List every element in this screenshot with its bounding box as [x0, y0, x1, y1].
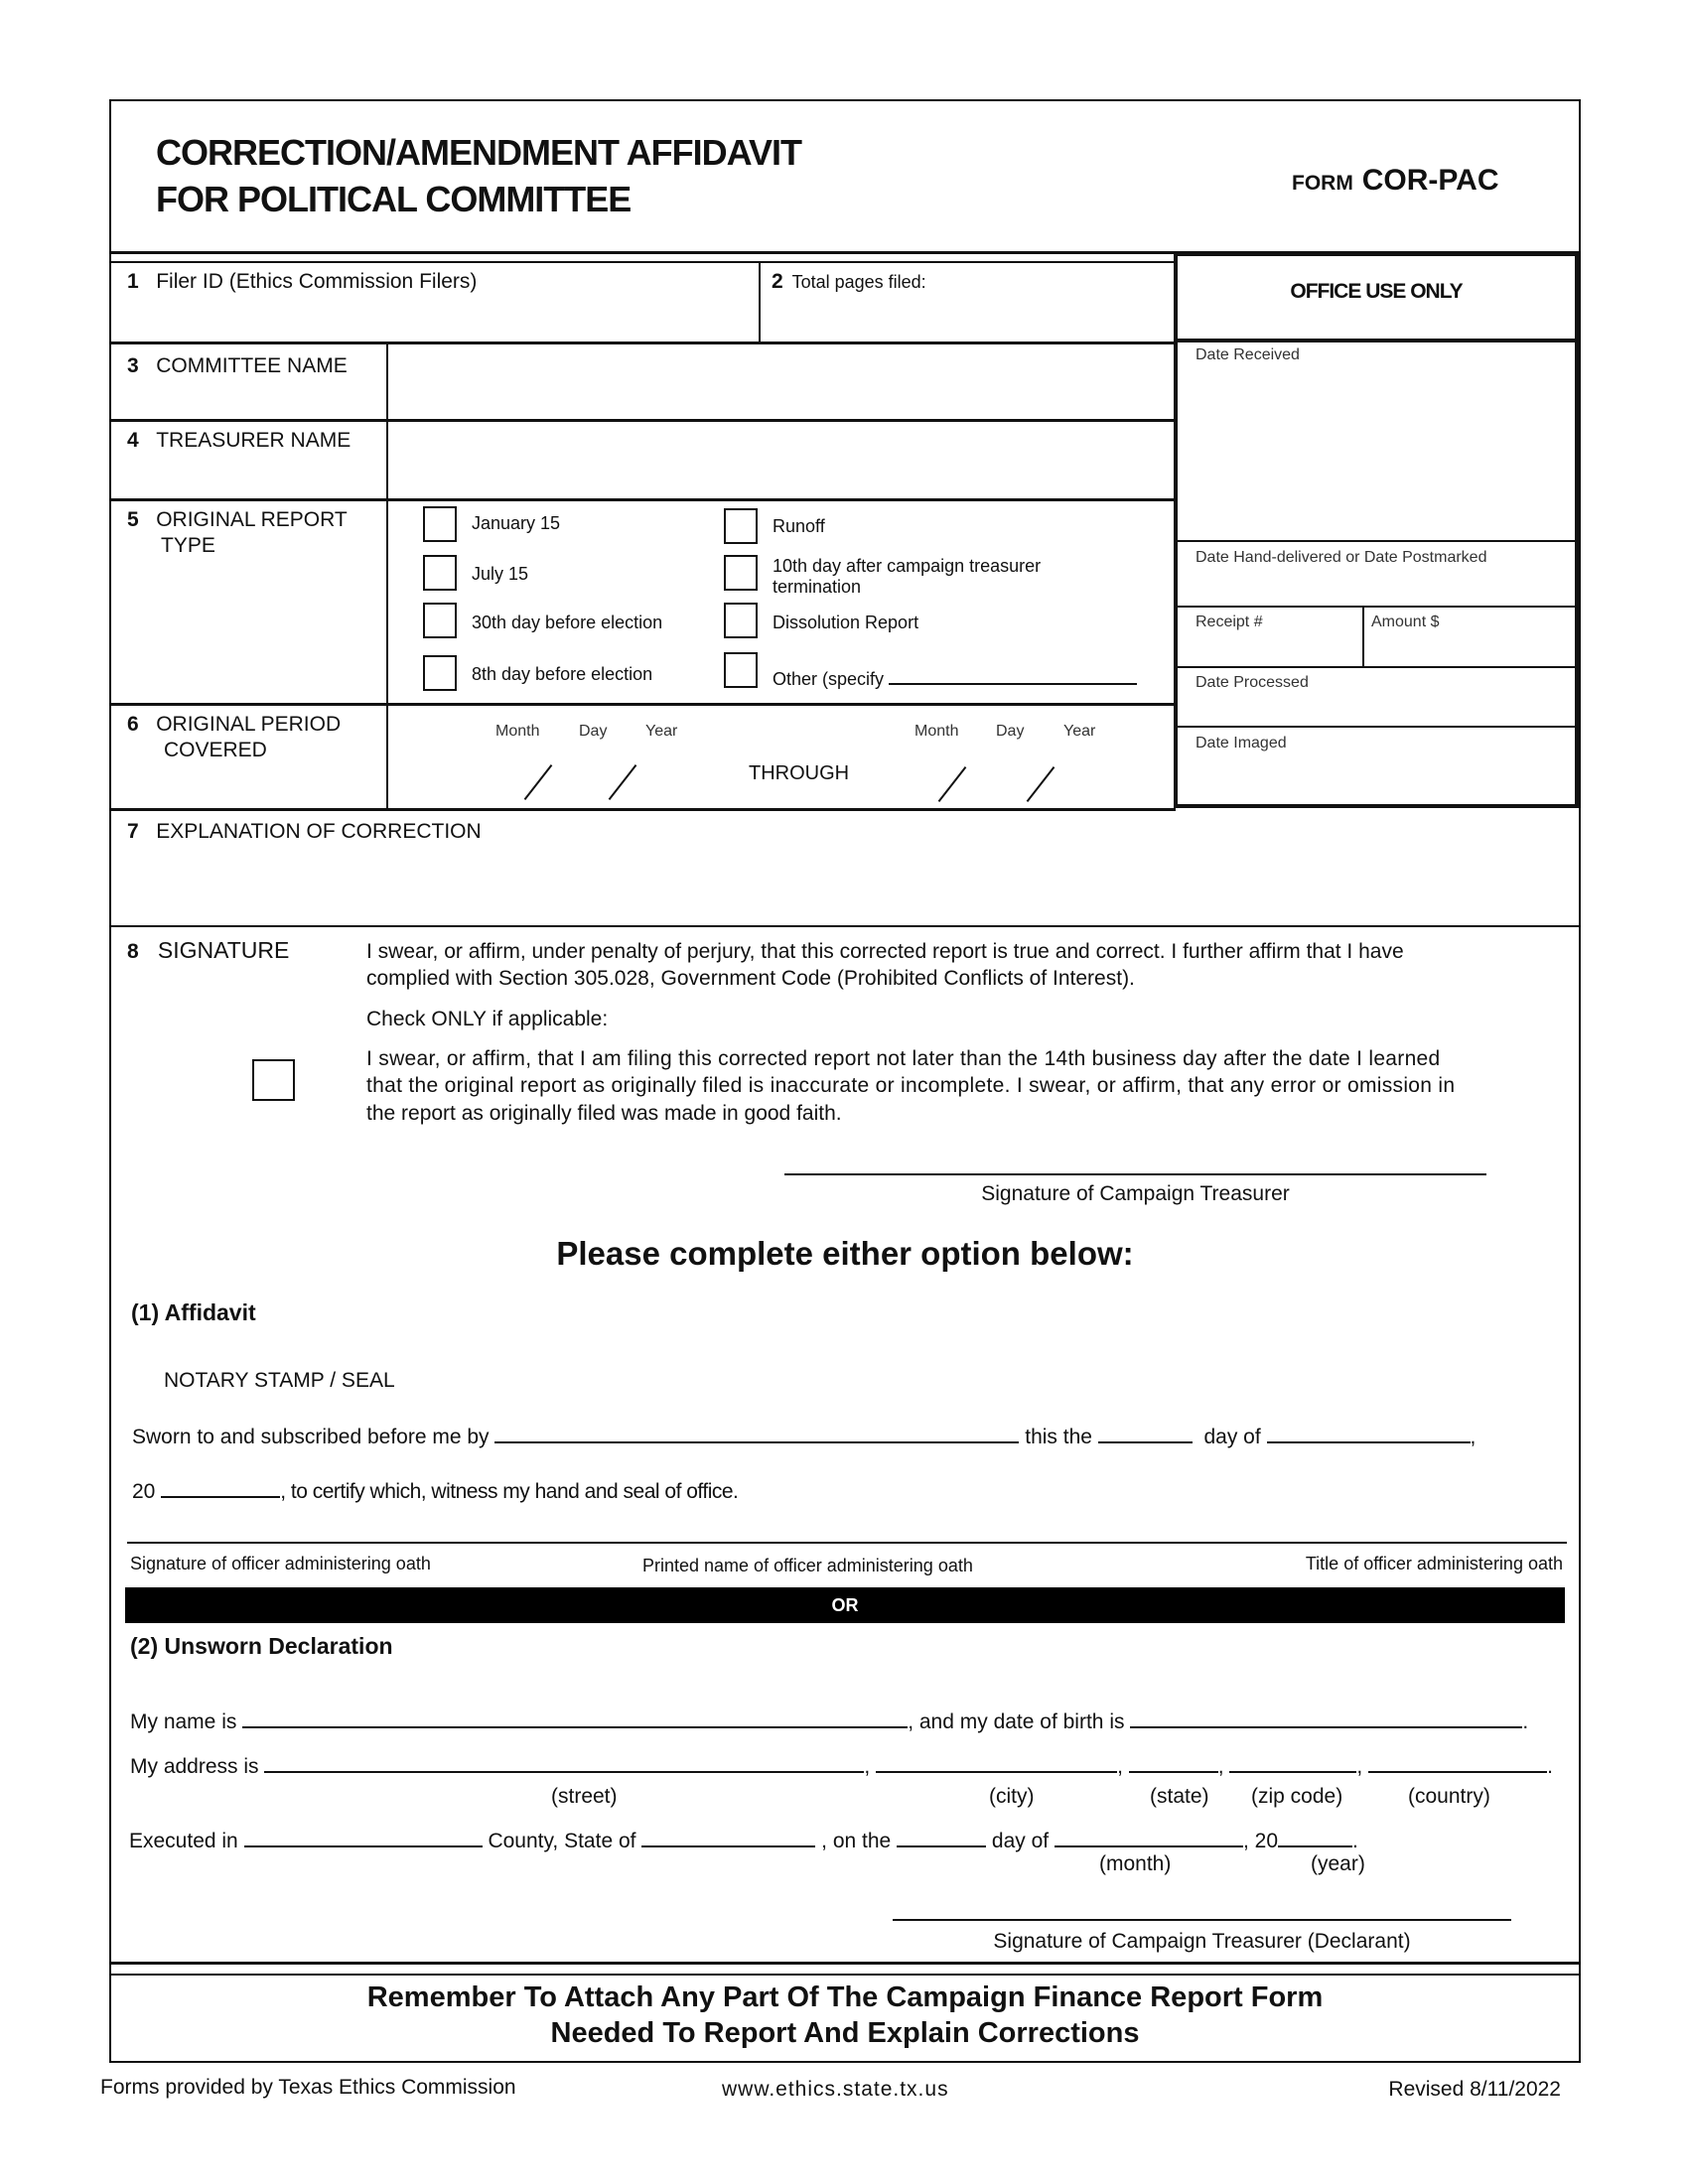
- date-imaged-label: Date Imaged: [1196, 735, 1287, 751]
- office-use-title: OFFICE USE ONLY: [1290, 280, 1463, 303]
- or-label: OR: [831, 1595, 859, 1615]
- form-title-line1: CORRECTION/AMENDMENT AFFIDAVIT: [156, 132, 801, 173]
- affidavit-heading: (1) Affidavit: [131, 1299, 256, 1325]
- form-title-line2: FOR POLITICAL COMMITTEE: [156, 179, 632, 219]
- to-month-label: Month: [914, 723, 959, 740]
- footer-provider: Forms provided by Texas Ethics Commission: [100, 2076, 516, 2099]
- treasurer-signature-label: Signature of Campaign Treasurer: [981, 1182, 1290, 1205]
- name-line: My name is , and my date of birth is .: [130, 1710, 1529, 1733]
- executed-day-input[interactable]: [897, 1828, 986, 1847]
- month-input[interactable]: [1267, 1424, 1471, 1443]
- divider: [1174, 339, 1581, 342]
- explanation-input[interactable]: [159, 854, 1569, 923]
- declarant-signature-label: Signature of Campaign Treasurer (Declarant): [993, 1930, 1411, 1953]
- county-input[interactable]: [244, 1828, 483, 1847]
- or-bar: [125, 1587, 1565, 1623]
- field-5-label-2: TYPE: [161, 534, 215, 557]
- checkbox-8th-day[interactable]: [423, 655, 457, 691]
- option-label: January 15: [472, 513, 561, 533]
- affirm-text: complied with Section 305.028, Government Code (Prohibited Conflicts of Interest).: [366, 967, 1135, 990]
- option-label: 10th day after campaign treasurer: [773, 556, 1042, 576]
- checkbox-runoff[interactable]: [724, 508, 758, 544]
- footer-revised: Revised 8/11/2022: [1388, 2078, 1561, 2101]
- city-input[interactable]: [876, 1753, 1117, 1773]
- options-heading: Please complete either option below:: [556, 1235, 1134, 1272]
- sworn-line: Sworn to and subscribed before me by this the day of ,: [132, 1426, 1477, 1448]
- form-prefix: FORM: [1292, 172, 1353, 195]
- good-faith-text: the report as originally filed was made in good faith.: [366, 1102, 842, 1125]
- option-label: Runoff: [773, 516, 825, 536]
- treasurer-name-input[interactable]: [389, 422, 1174, 498]
- field-3-label: 3 COMMITTEE NAME: [127, 354, 348, 377]
- form-code: [1292, 164, 1499, 198]
- divider: [109, 1974, 1581, 1976]
- divider: [386, 343, 388, 810]
- footer-website[interactable]: www.ethics.state.tx.us: [722, 2078, 949, 2101]
- option-label: termination: [773, 577, 862, 597]
- divider: [109, 1962, 1581, 1965]
- date-of-birth-input[interactable]: [1130, 1708, 1522, 1728]
- state-of-input[interactable]: [641, 1828, 815, 1847]
- checkbox-10th-day-termination[interactable]: [724, 555, 758, 591]
- check-only-label: Check ONLY if applicable:: [366, 1008, 609, 1030]
- divider: [1176, 666, 1577, 668]
- sworn-by-input[interactable]: [494, 1424, 1019, 1443]
- checkbox-january-15[interactable]: [423, 506, 457, 542]
- good-faith-text: that the original report as originally filed is inaccurate or incomplete. I swear, or affirm, that any error or omission in: [366, 1074, 1456, 1097]
- officer-signature-label: Signature of officer administering oath: [130, 1554, 431, 1573]
- field-7-label: 7 EXPLANATION OF CORRECTION: [127, 820, 482, 843]
- street-caption: (street): [551, 1785, 618, 1808]
- month-caption: (month): [1099, 1852, 1172, 1875]
- country-input[interactable]: [1368, 1753, 1547, 1773]
- option-label: 8th day before election: [472, 664, 653, 684]
- divider: [109, 498, 1176, 501]
- officer-title-label: Title of officer administering oath: [1305, 1554, 1563, 1573]
- field-1-label: 1 Filer ID (Ethics Commission Filers): [127, 270, 478, 293]
- option-label: 30th day before election: [472, 613, 663, 632]
- city-caption: (city): [989, 1785, 1035, 1808]
- officer-printed-name-label: Printed name of officer administering oath: [642, 1556, 973, 1575]
- field-5-label: 5 ORIGINAL REPORT: [127, 508, 348, 531]
- from-day-label: Day: [579, 723, 608, 740]
- option-label: Other (specify: [773, 665, 1137, 690]
- affirm-text: I swear, or affirm, under penalty of perjury, that this corrected report is true and correct. I further affirm that I have: [366, 940, 1404, 963]
- field-4-label: 4 TREASURER NAME: [127, 429, 352, 452]
- good-faith-checkbox[interactable]: [252, 1059, 295, 1101]
- reminder-line2: Needed To Report And Explain Corrections: [550, 2017, 1140, 2049]
- office-use-box: [1174, 252, 1579, 808]
- field-6-label-2: COVERED: [164, 739, 267, 761]
- checkbox-july-15[interactable]: [423, 555, 457, 591]
- notary-seal-label: NOTARY STAMP / SEAL: [164, 1369, 395, 1392]
- year-caption: (year): [1311, 1852, 1365, 1875]
- option-label: July 15: [472, 564, 529, 584]
- date-received-label: Date Received: [1196, 346, 1300, 363]
- executed-year-input[interactable]: [1278, 1828, 1352, 1847]
- from-year-label: Year: [645, 723, 678, 740]
- divider: [109, 261, 1176, 263]
- country-caption: (country): [1408, 1785, 1490, 1808]
- divider: [1176, 606, 1577, 608]
- day-input[interactable]: [1098, 1424, 1193, 1443]
- amount-label: Amount $: [1371, 614, 1440, 630]
- from-month-label: Month: [495, 723, 540, 740]
- address-line: My address is , , , , .: [130, 1755, 1553, 1778]
- street-input[interactable]: [264, 1753, 864, 1773]
- divider: [1362, 607, 1364, 667]
- state-input[interactable]: [1129, 1753, 1218, 1773]
- reminder-line1: Remember To Attach Any Part Of The Campaign Finance Report Form: [366, 1981, 1324, 2013]
- executed-line: Executed in County, State of , on the day of , 20 .: [129, 1830, 1358, 1852]
- state-caption: (state): [1150, 1785, 1209, 1808]
- other-specify-input[interactable]: [889, 665, 1137, 685]
- year-input[interactable]: [161, 1478, 280, 1498]
- date-processed-label: Date Processed: [1196, 674, 1309, 691]
- divider: [109, 925, 1581, 927]
- form-code-value: COR-PAC: [1361, 164, 1499, 197]
- receipt-label: Receipt #: [1196, 614, 1263, 630]
- declarant-signature-line[interactable]: [893, 1919, 1511, 1921]
- unsworn-heading: (2) Unsworn Declaration: [130, 1633, 393, 1659]
- option-label: Dissolution Report: [773, 613, 919, 632]
- checkbox-dissolution[interactable]: [724, 603, 758, 638]
- checkbox-30th-day[interactable]: [423, 603, 457, 638]
- zip-input[interactable]: [1229, 1753, 1356, 1773]
- field-6-label: 6 ORIGINAL PERIOD: [127, 713, 342, 736]
- field-8-label: 8 SIGNATURE: [127, 937, 290, 963]
- executed-month-input[interactable]: [1055, 1828, 1243, 1847]
- divider: [759, 262, 761, 343]
- to-day-label: Day: [996, 723, 1025, 740]
- checkbox-other[interactable]: [724, 652, 758, 688]
- committee-name-input[interactable]: [389, 344, 1174, 419]
- divider: [109, 703, 1176, 706]
- certify-line: 20 , to certify which, witness my hand and seal of office.: [132, 1480, 739, 1503]
- treasurer-signature-line[interactable]: [784, 1173, 1486, 1175]
- to-year-label: Year: [1063, 723, 1096, 740]
- through-label: THROUGH: [749, 762, 850, 784]
- divider: [1176, 540, 1577, 542]
- good-faith-text: I swear, or affirm, that I am filing this corrected report not later than the 14th business day after the date I learned: [366, 1047, 1441, 1070]
- officer-signature-line[interactable]: [127, 1542, 1567, 1544]
- divider: [1176, 726, 1577, 728]
- divider: [109, 808, 1176, 811]
- date-hand-delivered-label: Date Hand-delivered or Date Postmarked: [1196, 549, 1487, 566]
- field-2-label: 2 Total pages filed:: [772, 270, 926, 293]
- zip-caption: (zip code): [1251, 1785, 1343, 1808]
- declarant-name-input[interactable]: [242, 1708, 908, 1728]
